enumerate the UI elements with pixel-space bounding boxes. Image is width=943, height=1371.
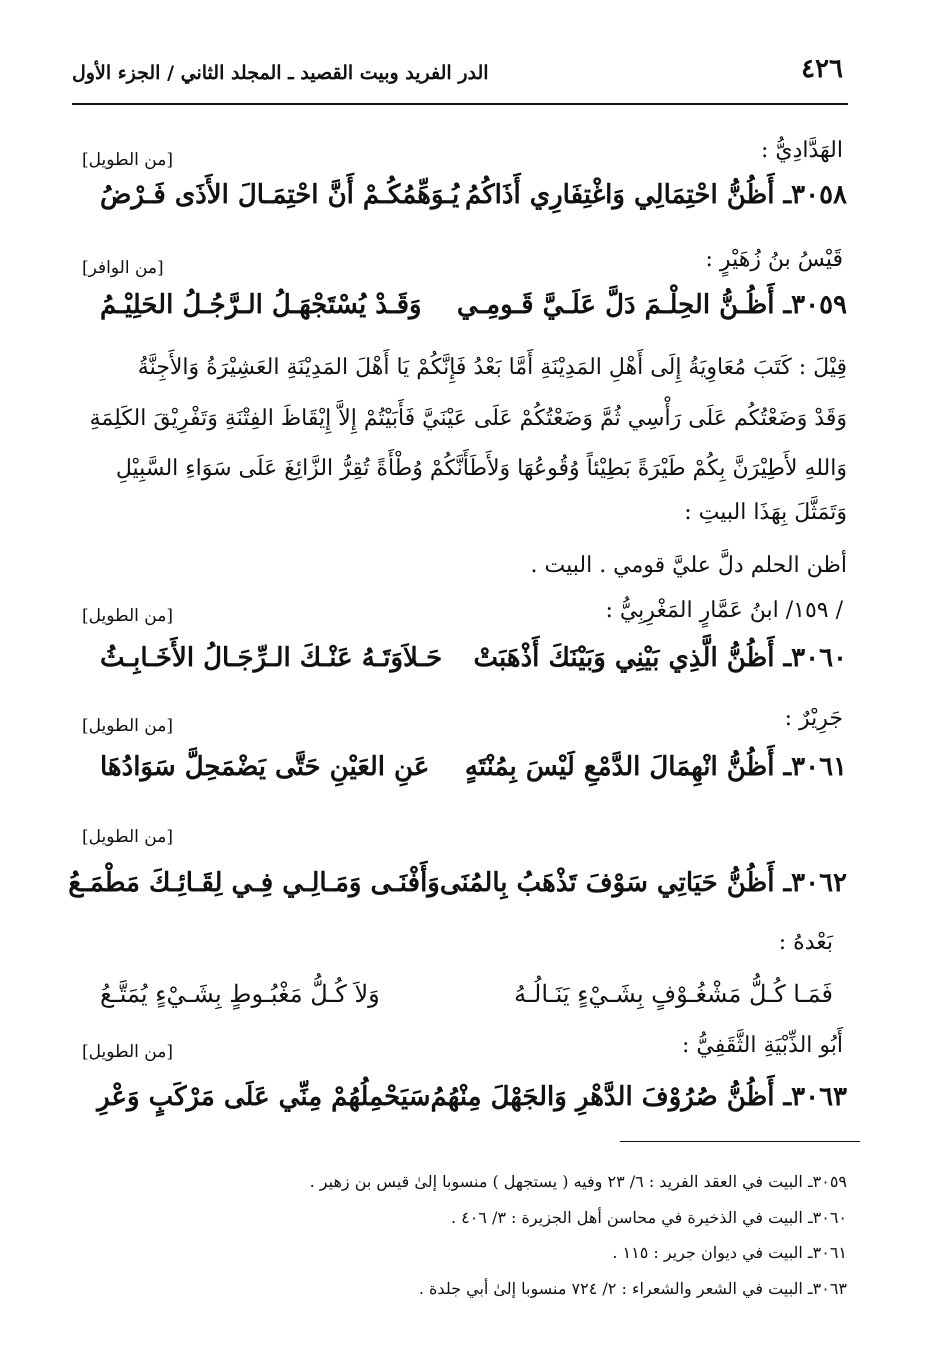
verse-number: ٣٠٦٢ـ <box>783 868 847 898</box>
verse-3058 <box>100 180 847 210</box>
verse-first-hemistich <box>465 180 847 210</box>
verse-second-hemistich: حَـلاَوَتَـهُ عَنْـكَ الـرِّجَـالُ الأَخَـابِـثُ <box>100 643 443 673</box>
prose-line: قِيْلَ : كَتَبَ مُعَاوِيَةُ إِلَى أَهْلِ المَدِيْنَةِ أَمَّا بَعْدُ فَإِنَّكُمْ يَا أَهْلَ المَدِيْنَةِ العَشِيْرَةُ وَالأَجِنَّةُ <box>137 355 847 380</box>
footnote: ٣٠٦٣ـ البيت في الشعر والشعراء : ٢/ ٧٢٤ منسوبا إلىٰ أبي جلدة . <box>418 1279 847 1298</box>
verse-number: ٣٠٥٨ـ <box>783 180 847 210</box>
meter-label: [من الطويل] <box>82 716 173 736</box>
verse-first-hemistich <box>440 868 847 898</box>
verse-number: ٣٠٦٠ـ <box>783 643 847 673</box>
poet-name: أَبُو الذِّبْيَةِ الثَّقَفِيُّ : <box>682 1033 843 1058</box>
poet-name: / ١٥٩/ ابنُ عَمَّارٍ المَغْرِبِيُّ : <box>605 598 843 623</box>
verse-number: ٣٠٦١ـ <box>783 752 847 782</box>
hemistich-1: أَظُـنُّ الحِلْـمَ دَلَّ عَلَـيَّ قَـومِـي <box>456 290 775 320</box>
verse-first-hemistich <box>465 752 847 782</box>
footnote: ٣٠٦٠ـ البيت في الذخيرة في محاسن أهل الجزيرة : ٣/ ٤٠٦ . <box>450 1208 847 1227</box>
verse-first-hemistich <box>431 1082 847 1112</box>
hemistich-1: أَظُنُّ انْهِمَالَ الدَّمْعِ لَيْسَ بِمُنْتَهٍ <box>464 752 775 782</box>
verse-second-hemistich: وَقَـدْ يُسْتَجْهَـلُ الـرَّجُـلُ الحَلِيْـمُ <box>100 290 422 320</box>
meter-label: [من الطويل] <box>82 150 173 170</box>
poet-name: جَرِيْرٌ : <box>784 706 843 731</box>
verse-3062-continuation <box>100 980 833 1008</box>
prose-line: وَقَدْ وَضَعْتُكُم عَلَى رَأْسِي ثُمَّ وَضَعْتُكُمْ عَلَى عَيْنَيَّ فَأَبَيْتُمْ إِلاَّ إِيْقَاظَ الفِتْنَةِ وَتَفْرِيْقَ الكَلِمَةِ <box>89 406 847 431</box>
after-note: بَعْدهُ : <box>778 930 833 955</box>
verse-3063 <box>97 1082 847 1112</box>
prose-line: وَتَمَثَّلَ بِهَذَا البيتِ : <box>684 500 847 525</box>
verse-second-hemistich: سَيَحْمِلُهُمْ مِنِّي عَلَى مَرْكَبٍ وَعْرِ <box>97 1082 431 1112</box>
footnote: ٣٠٥٩ـ البيت في العقد الفريد : ٦/ ٢٣ وفيه ( يستجهل ) منسوبا إلىٰ قيس بن زهير . <box>309 1172 847 1191</box>
hemistich-1: أَظُنُّ صُرُوْفَ الدَّهْرِ وَالجَهْلَ مِنْهُمُ <box>430 1082 775 1112</box>
meter-label: [من الطويل] <box>82 827 173 847</box>
footnote-rule <box>620 1141 860 1142</box>
verse-second-hemistich: عَنِ العَيْنِ حَتَّى يَضْمَحِلَّ سَوَادُهَا <box>100 752 430 782</box>
running-title: الدر الفريد وبيت القصيد ـ المجلد الثاني / الجزء الأول <box>72 62 489 84</box>
poet-name: الهَدَّادِيُّ : <box>760 138 843 163</box>
poet-name: قَيْسُ بنُ زُهَيْرٍ : <box>705 247 843 272</box>
prose-quote: أظن الحلم دلَّ عليَّ قومي . البيت . <box>530 553 847 578</box>
verse-second-hemistich: وَلاَ كُـلُّ مَغْبُـوطٍ بِشَـيْءٍ يُمَتَّـعُ <box>100 980 380 1008</box>
verse-first-hemistich: فَمَـا كُـلُّ مَشْغُـوْفٍ بِشَـيْءٍ يَنَـالُـهُ <box>514 980 833 1008</box>
verse-first-hemistich <box>457 290 847 320</box>
prose-line: وَاللهِ لأَطِيْرَنَّ بِكُمْ طَيْرَةً بَطِيْئاً وُقُوعُهَا وَلأَطَأَنَّكُمْ وُطْأَةً تُقِرُّ الزَّائِغَ عَلَى سَوَاءِ السَّبِيْلِ <box>115 456 847 481</box>
verse-3060 <box>100 643 847 673</box>
meter-label: [من الوافر] <box>82 258 164 278</box>
verse-second-hemistich: يُـوَهِّمُكُـمْ أَنَّ احْتِمَـالَ الأَذَى فَـرْضُ <box>100 180 460 210</box>
verse-first-hemistich <box>474 643 848 673</box>
verse-number: ٣٠٦٣ـ <box>783 1082 847 1112</box>
header-rule <box>72 103 848 105</box>
meter-label: [من الطويل] <box>82 1042 173 1062</box>
page-number: ٤٢٦ <box>801 54 843 84</box>
verse-3062 <box>68 868 847 898</box>
hemistich-1: أَظُنُّ الَّذِي بَيْنِي وَبَيْنَكَ أَذْهَبَتْ <box>473 643 775 673</box>
verse-number: ٣٠٥٩ـ <box>783 290 847 320</box>
verse-3059 <box>100 290 847 320</box>
verse-3061 <box>100 752 847 782</box>
verse-second-hemistich: وَأَفْنَـى وَمَـالِـي فِـي لِقَـائِـكَ مَطْمَـعُ <box>68 868 440 898</box>
hemistich-1: أَظُنُّ احْتِمَالِي وَاغْتِفَارِي أَذَاكُمُ <box>464 180 775 210</box>
footnote: ٣٠٦١ـ البيت في ديوان جرير : ١١٥ . <box>612 1243 847 1262</box>
hemistich-1: أَظُنُّ حَيَاتِي سَوْفَ تَذْهَبُ بِالمُنَى <box>439 868 775 898</box>
meter-label: [من الطويل] <box>82 606 173 626</box>
